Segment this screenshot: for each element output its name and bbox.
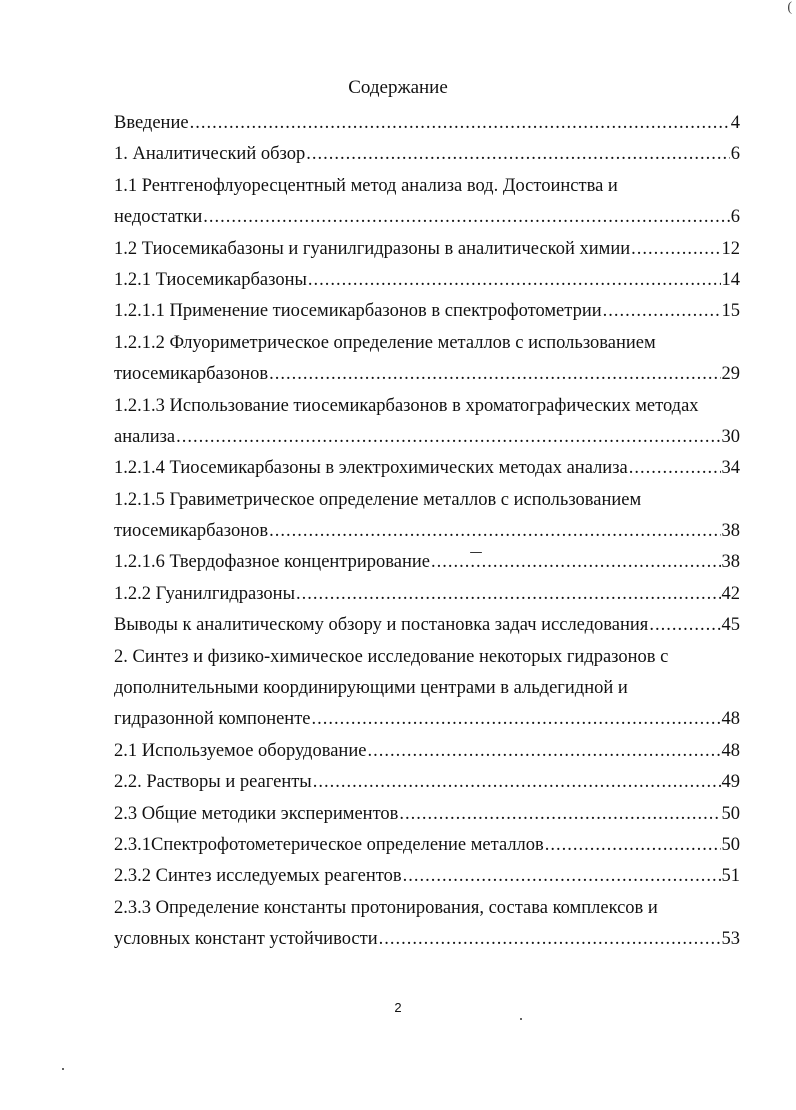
toc-entry [114, 171, 740, 234]
toc-entry [114, 642, 740, 736]
toc-entry-page: 42 [721, 583, 740, 604]
toc-entry-text: 2.3.2 Синтез исследуемых реагентов [114, 866, 402, 887]
toc-entry [114, 767, 740, 798]
toc-entry-text: 1.2.1.6 Твердофазное концентрирование [114, 552, 430, 573]
toc-entry [114, 485, 740, 548]
toc-entry-text-line: 2. Синтез и физико-химическое исследование некоторых гидразонов с [114, 646, 669, 667]
toc-entry-text-line: 1.2.1.2 Флуориметрическое определение металлов с использованием [114, 332, 656, 353]
toc-entry-page: 34 [721, 458, 740, 479]
toc-entry [114, 893, 740, 956]
toc-entry [114, 391, 740, 454]
toc-entry-page: 15 [721, 301, 740, 322]
toc-entry-text: гидразонной компоненте [114, 709, 311, 730]
toc-entry-text: тиосемикарбазонов [114, 364, 269, 385]
toc-entry-text: 2.3.1Спектрофотометерическое определение металлов [114, 834, 544, 855]
toc-entry-text-line: 2.3.3 Определение константы протонирования, состава комплексов и [114, 897, 658, 918]
toc-entry-text: тиосемикарбазонов [114, 521, 269, 542]
toc-entry-text: недостатки [114, 207, 203, 228]
toc-entry-page: 48 [721, 740, 740, 761]
toc-entry-text-line: дополнительными координирующими центрами в альдегидной и [114, 678, 628, 699]
toc-entry-text: 2.3 Общие методики экспериментов [114, 803, 399, 824]
scan-speck [62, 1068, 64, 1070]
toc-entry-text-line: 1.2.1.3 Использование тиосемикарбазонов в хроматографических методах [114, 395, 699, 416]
toc-entry-text: 1.2.1.1 Применение тиосемикарбазонов в спектрофотометрии [114, 301, 602, 322]
table-of-contents [114, 108, 740, 956]
toc-entry-page: 51 [721, 866, 740, 887]
toc-entry-text: Выводы к аналитическому обзору и постановка задач исследования [114, 615, 649, 636]
toc-entry-text: 1.2 Тиосемикабазоны и гуанилгидразоны в аналитической химии [114, 238, 631, 259]
scan-speck [520, 1018, 522, 1020]
toc-entry-page: 30 [721, 426, 740, 447]
toc-entry-text-line: 1.1 Рентгенофлуоресцентный метод анализа вод. Достоинства и [114, 175, 618, 196]
toc-entry-text: 1.2.1.4 Тиосемикарбазоны в электрохимических методах анализа [114, 458, 628, 479]
toc-entry-text: 2.1 Используемое оборудование [114, 740, 367, 761]
toc-entry [114, 830, 740, 861]
toc-entry [114, 108, 740, 139]
toc-entry-page: 12 [721, 238, 740, 259]
toc-entry-page: 29 [721, 364, 740, 385]
page-number: 2 [394, 1000, 402, 1015]
toc-entry-text: 1.2.2 Гуанилгидразоны [114, 583, 296, 604]
toc-entry-text: условных констант устойчивости [114, 929, 378, 950]
toc-entry-text: 2.2. Растворы и реагенты [114, 772, 312, 793]
page-title: Содержание [348, 77, 448, 98]
toc-entry-text-line: 1.2.1.5 Гравиметрическое определение металлов с использованием [114, 489, 642, 510]
toc-entry [114, 736, 740, 767]
scan-mark: ( [787, 0, 792, 15]
toc-entry-text: 1. Аналитический обзор [114, 144, 306, 165]
toc-entry [114, 328, 740, 391]
toc-entry [114, 579, 740, 610]
toc-entry-text: 1.2.1 Тиосемикарбазоны [114, 269, 307, 290]
toc-entry-page: 6 [730, 144, 740, 165]
toc-entry [114, 234, 740, 265]
toc-entry [114, 799, 740, 830]
toc-entry [114, 296, 740, 327]
toc-entry-page: 50 [721, 803, 740, 824]
toc-entry-page: 49 [721, 772, 740, 793]
toc-entry-page: 50 [721, 834, 740, 855]
toc-entry [114, 547, 740, 578]
toc-entry [114, 861, 740, 892]
toc-entry [114, 610, 740, 641]
toc-entry-page: 45 [721, 615, 740, 636]
toc-entry-page: 38 [721, 521, 740, 542]
toc-entry-page: 38 [721, 552, 740, 573]
toc-entry-page: 6 [730, 207, 740, 228]
toc-entry-page: 48 [721, 709, 740, 730]
toc-entry-text: анализа [114, 426, 176, 447]
toc-entry-page: 14 [721, 269, 740, 290]
toc-entry-page: 53 [721, 929, 740, 950]
toc-entry-page: 4 [730, 113, 740, 133]
toc-entry [114, 265, 740, 296]
toc-entry [114, 139, 740, 170]
scan-speck [470, 552, 482, 553]
toc-entry [114, 453, 740, 484]
toc-entry-text: Введение [114, 113, 189, 133]
